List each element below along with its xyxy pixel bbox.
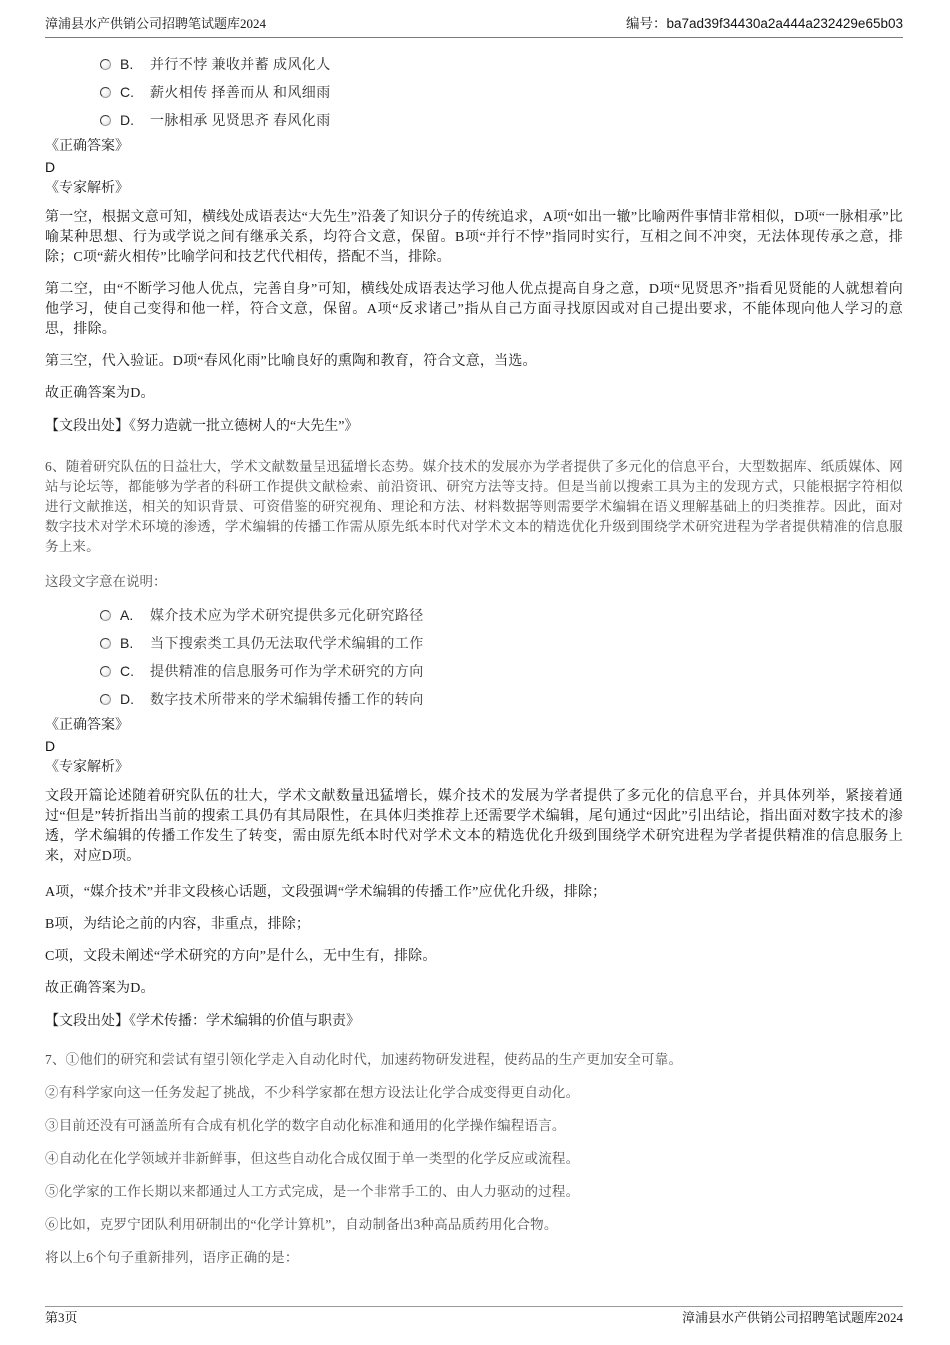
q6-option-d <box>100 685 903 713</box>
q6-source: 【文段出处】《学术传播：学术编辑的价值与职责》 <box>45 1014 360 1029</box>
option-letter: B. <box>120 56 134 72</box>
radio-button[interactable] <box>100 666 111 677</box>
q5-analysis-conclusion: 故正确答案为D。 <box>45 386 155 401</box>
q5-option-c <box>100 78 903 106</box>
option-text: 当下搜索类工具仍无法取代学术编辑的工作 <box>150 637 424 652</box>
option-letter: C. <box>120 84 134 100</box>
q5-options <box>100 50 903 134</box>
page-footer <box>45 1306 903 1325</box>
radio-button[interactable] <box>100 638 111 649</box>
footer-title: 漳浦县水产供销公司招聘笔试题库2024 <box>681 1310 903 1325</box>
q6-option-c <box>100 657 903 685</box>
option-text: 提供精准的信息服务可作为学术研究的方向 <box>150 665 424 680</box>
radio-button[interactable] <box>100 115 111 126</box>
q6-option-b <box>100 629 903 657</box>
q5-analysis-heading: 《专家解析》 <box>45 181 129 196</box>
q7-sentence-1: 7、①他们的研究和尝试有望引领化学走入自动化时代，加速药物研发进程，使药品的生产更加安全可靠。 <box>45 1052 683 1067</box>
q7-sentence-3: ③目前还没有可涵盖所有合成有机化学的数字自动化标准和通用的化学操作编程语言。 <box>45 1118 566 1133</box>
q6-answer-heading: 《正确答案》 <box>45 718 129 733</box>
q7-sentence-4: ④自动化在化学领域并非新鲜事，但这些自动化合成仅囿于单一类型的化学反应或流程。 <box>45 1151 580 1166</box>
radio-button[interactable] <box>100 610 111 621</box>
option-letter: A. <box>120 607 134 623</box>
option-letter: C. <box>120 663 134 679</box>
doc-number-value: ba7ad39f34430a2a444a232429e65b03 <box>666 16 903 31</box>
q6-option-a <box>100 601 903 629</box>
q6-analysis-option-c: C项，文段未阐述“学术研究的方向”是什么，无中生有，排除。 <box>45 949 437 964</box>
q5-answer-heading: 《正确答案》 <box>45 139 129 154</box>
q6-analysis-conclusion: 故正确答案为D。 <box>45 981 155 996</box>
q5-analysis-paragraph: 第二空，由“不断学习他人优点，完善自身”可知，横线处成语表达学习他人优点提高自身之意，D项“见贤思齐”指看见贤能的人就想着向他学习，使自己变得和他一样，符合文意，保留。A项“反求诸己”指从自己方面寻找原因或对自己提出要求，不能体现向他人学习的意思，排除。 <box>45 282 903 337</box>
q6-analysis-paragraph: 文段开篇论述随着研究队伍的壮大，学术文献数量迅猛增长，媒介技术的发展为学者提供了多元化的信息平台，并具体列举，紧接着通过“但是”转折指出当前的搜索工具仍有其局限性，在具体归类推荐上还需要学术编辑，尾句通过“因此”引出结论，指出面对数字技术的渗透，学术编辑的传播工作发生了转变，需由原先纸本时代对学术文本的精选优化升级到围绕学术研究进程为学者提供精准的信息服务上来，对应D项。 <box>45 789 903 864</box>
option-letter: B. <box>120 635 134 651</box>
q7-sentence-6: ⑥比如，克罗宁团队利用研制出的“化学计算机”，自动制备出3种高品质药用化合物。 <box>45 1217 558 1232</box>
q5-option-b <box>100 50 903 78</box>
q6-analysis-option-a: A项，“媒介技术”并非文段核心话题，文段强调“学术编辑的传播工作”应优化升级，排除； <box>45 885 607 900</box>
q6-options <box>100 601 903 713</box>
header-title: 漳浦县水产供销公司招聘笔试题库2024 <box>45 16 267 31</box>
q6-analysis-heading: 《专家解析》 <box>45 760 129 775</box>
radio-button[interactable] <box>100 694 111 705</box>
q5-answer-value: D <box>45 159 56 175</box>
q7-sentence-5: ⑤化学家的工作长期以来都通过人工方式完成，是一个非常手工的、由人力驱动的过程。 <box>45 1184 580 1199</box>
q6-answer-value: D <box>45 738 56 754</box>
q6-prompt: 这段文字意在说明： <box>45 574 167 589</box>
q5-analysis-paragraph: 第一空，根据文意可知，横线处成语表达“大先生”沿袭了知识分子的传统追求，A项“如出一辙”比喻两件事情非常相似，D项“一脉相承”比喻某种思想、行为或学说之间有继承关系，均符合文意，保留。B项“并行不悖”指同时实行，互相之间不冲突，无法体现传承之意，排除；C项“薪火相传”比喻学问和技艺代代相传，搭配不当，排除。 <box>45 210 903 265</box>
option-text: 并行不悖 兼收并蓄 成风化人 <box>150 58 331 73</box>
q5-source: 【文段出处】《努力造就一批立德树人的“大先生”》 <box>45 419 359 434</box>
q7-prompt: 将以上6个句子重新排列，语序正确的是： <box>45 1250 299 1265</box>
option-text: 薪火相传 择善而从 和风细雨 <box>150 86 331 101</box>
q6-analysis-option-b: B项，为结论之前的内容，非重点，排除； <box>45 917 311 932</box>
doc-number-label: 编号： <box>625 16 667 31</box>
option-letter: D. <box>120 112 134 128</box>
q5-analysis-paragraph: 第三空，代入验证。D项“春风化雨”比喻良好的熏陶和教育，符合文意，当选。 <box>45 354 537 369</box>
q6-stem: 6、随着研究队伍的日益壮大，学术文献数量呈迅猛增长态势。媒介技术的发展亦为学者提供了多元化的信息平台，大型数据库、纸质媒体、网站与论坛等，都能够为学者的科研工作提供文献检索、前沿资讯、研究方法等支持。但是当前以搜索工具为主的发现方式，只能根据字符相似进行文献推送，相关的知识背景、可资借鉴的研究视角、理论和方法、材料数据等则需要学术编辑在语义理解基础上的归类推荐。因此，面对数字技术对学术环境的渗透，学术编辑的传播工作需从原先纸本时代对学术文本的精选优化升级到围绕学术研究进程为学者提供精准的信息服务上来。 <box>45 459 903 554</box>
option-letter: D. <box>120 691 134 707</box>
q5-option-d <box>100 106 903 134</box>
radio-button[interactable] <box>100 59 111 70</box>
footer-page-number: 第3页 <box>45 1310 78 1325</box>
option-text: 一脉相承 见贤思齐 春风化雨 <box>150 114 331 129</box>
option-text: 数字技术所带来的学术编辑传播工作的转向 <box>150 693 424 708</box>
q7-sentence-2: ②有科学家向这一任务发起了挑战，不少科学家都在想方设法让化学合成变得更自动化。 <box>45 1085 580 1100</box>
doc-number <box>626 16 903 31</box>
page-header <box>45 0 903 38</box>
option-text: 媒介技术应为学术研究提供多元化研究路径 <box>150 609 424 624</box>
radio-button[interactable] <box>100 87 111 98</box>
